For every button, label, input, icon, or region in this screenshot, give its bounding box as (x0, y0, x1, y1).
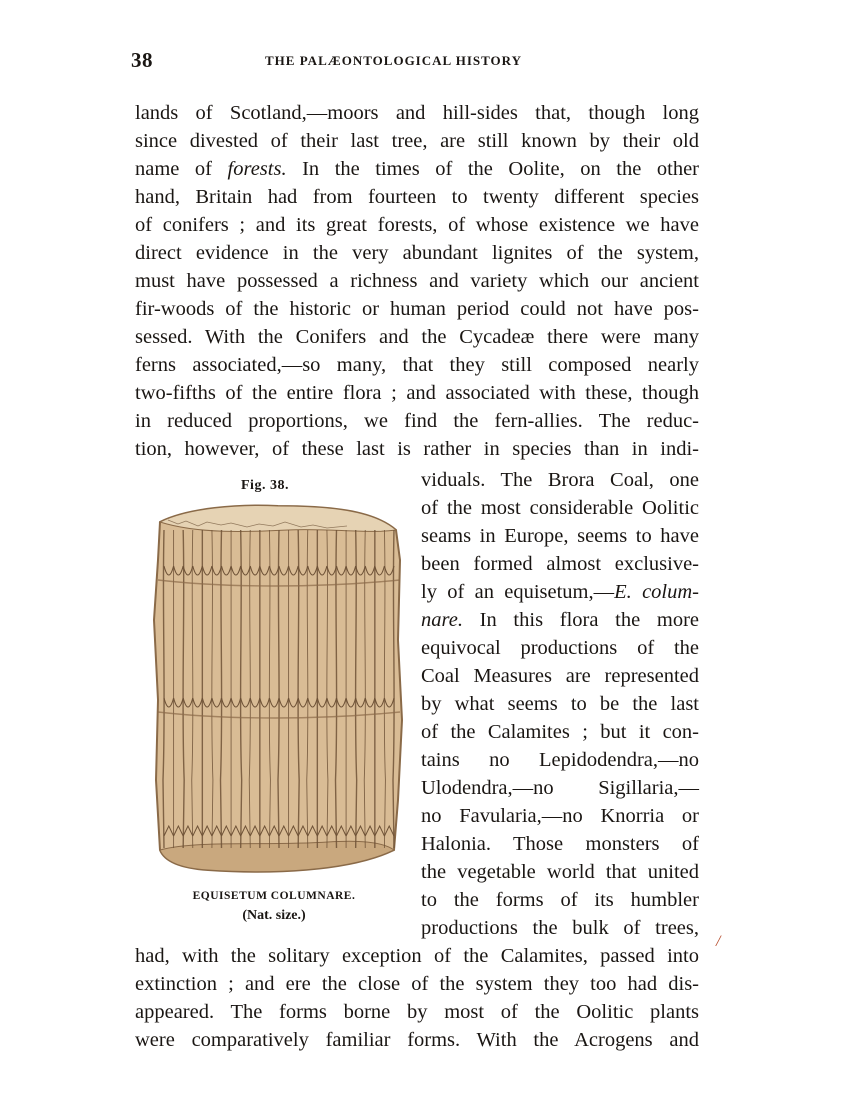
figure-label: Fig. 38. (241, 478, 289, 493)
text-line: tains no Lepidodendra,—no (421, 749, 699, 771)
text-line: seams in Europe, seems to have (421, 525, 699, 547)
text-line: sessed. With the Conifers and the Cycadeæ there were many (135, 326, 699, 348)
text-line: of the Calamites ; but it con- (421, 721, 699, 743)
text-line: appeared. The forms borne by most of the Oolitic plants (135, 1001, 699, 1023)
text-line: lands of Scotland,—moors and hill-sides that, though long (135, 102, 699, 124)
text-line: extinction ; and ere the close of the system they too had dis- (135, 973, 699, 995)
figure-subcaption: (Nat. size.) (242, 908, 306, 923)
margin-mark: / (716, 933, 721, 950)
text-line: nare. In this flora the more (421, 609, 699, 631)
text-line: direct evidence in the very abundant lignites of the system, (135, 242, 699, 264)
text-line: by what seems to be the last (421, 693, 699, 715)
text-line: were comparatively familiar forms. With the Acrogens and (135, 1029, 699, 1051)
text-line: Coal Measures are represented (421, 665, 699, 687)
text-line: must have possessed a richness and variety which our ancient (135, 270, 699, 292)
equisetum-fossil-illustration-icon (148, 500, 406, 876)
text-line: to the forms of its humbler (421, 889, 699, 911)
text-line: ferns associated,—so many, that they still composed nearly (135, 354, 699, 376)
text-line: in reduced proportions, we find the fern-allies. The reduc- (135, 410, 699, 432)
text-line: equivocal productions of the (421, 637, 699, 659)
text-line: hand, Britain had from fourteen to twenty different species (135, 186, 699, 208)
text-line: Ulodendra,—no Sigillaria,— (421, 777, 699, 799)
text-line: been formed almost exclusive- (421, 553, 699, 575)
text-line: no Favularia,—no Knorria or (421, 805, 699, 827)
running-head: THE PALÆONTOLOGICAL HISTORY (265, 53, 522, 68)
text-line: productions the bulk of trees, (421, 917, 699, 939)
text-line: viduals. The Brora Coal, one (421, 469, 699, 491)
text-line: ly of an equisetum,—E. colum- (421, 581, 700, 603)
text-line: tion, however, of these last is rather in species than in indi- (135, 438, 699, 460)
text-line: fir-woods of the historic or human period could not have pos- (135, 298, 699, 320)
text-line: of conifers ; and its great forests, of whose existence we have (135, 214, 699, 236)
text-line: Halonia. Those monsters of (421, 833, 699, 855)
page-number: 38 (131, 48, 153, 72)
figure-caption: EQUISETUM COLUMNARE. (192, 890, 356, 902)
text-line: name of forests. In the times of the Oolite, on the other (135, 158, 699, 180)
text-line: the vegetable world that united (421, 861, 699, 883)
text-line: two-fifths of the entire flora ; and associated with these, though (135, 382, 699, 404)
text-line: of the most considerable Oolitic (421, 497, 699, 519)
text-line: had, with the solitary exception of the Calamites, passed into (135, 945, 699, 967)
text-line: since divested of their last tree, are still known by their old (135, 130, 699, 152)
